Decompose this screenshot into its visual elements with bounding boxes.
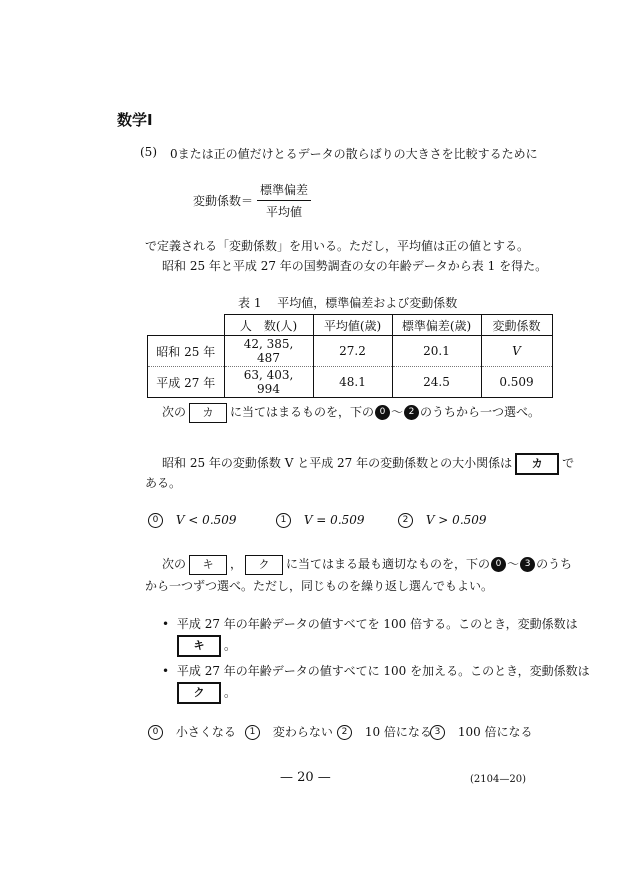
choice-0-marker: 0 bbox=[491, 557, 506, 572]
choice-item[interactable] bbox=[147, 724, 236, 740]
table-row bbox=[148, 336, 553, 367]
exam-code: (2104—20) bbox=[470, 774, 526, 785]
choice-number-icon: 1 bbox=[245, 725, 260, 740]
answer-box-ku[interactable]: ク bbox=[245, 555, 283, 575]
table-cell: 24.5 bbox=[392, 367, 481, 398]
tilde: ～ bbox=[391, 405, 404, 419]
bullet-mark: • bbox=[162, 664, 170, 678]
ka-post-text-b: のうちから一つ選べ。 bbox=[420, 405, 541, 419]
table-cell: 0.509 bbox=[481, 367, 552, 398]
end-mark: 。 bbox=[224, 638, 237, 653]
page-number: — 20 — bbox=[280, 770, 331, 785]
formula-fraction bbox=[257, 181, 311, 220]
ka-post-text: に当てはまるものを，下の bbox=[230, 405, 375, 419]
kiku-pre-text: 次の bbox=[162, 557, 187, 571]
data-table bbox=[147, 314, 553, 398]
answer-box-ki-bold[interactable]: キ bbox=[177, 635, 221, 657]
bullet-item bbox=[162, 662, 590, 680]
ka-statement-end: ある。 bbox=[145, 476, 182, 490]
bullet-mark: • bbox=[162, 617, 170, 631]
table-cell: V bbox=[481, 336, 552, 367]
ka-pre-text: 次の bbox=[162, 405, 187, 419]
answer-box-ka[interactable]: カ bbox=[189, 403, 227, 423]
choice-number-icon: 1 bbox=[276, 513, 291, 528]
table-row bbox=[148, 367, 553, 398]
table-corner bbox=[148, 315, 225, 336]
answer-box-ku-bold[interactable]: ク bbox=[177, 682, 221, 704]
separator: ， bbox=[230, 557, 243, 571]
choice-2-marker: 2 bbox=[404, 405, 419, 420]
table-header: 標準偏差(歳) bbox=[392, 315, 481, 336]
definition-line: で定義される「変動係数」を用いる。ただし，平均値は正の値とする。 bbox=[145, 239, 530, 253]
kiku-post-text-b: のうち bbox=[536, 557, 573, 571]
table-header: 平均値(歳) bbox=[313, 315, 392, 336]
ka-instruction bbox=[162, 401, 540, 423]
formula bbox=[193, 181, 311, 220]
row-label: 平成 27 年 bbox=[148, 367, 225, 398]
end-mark: 。 bbox=[224, 685, 237, 700]
choice-number-icon: 2 bbox=[337, 725, 352, 740]
answer-box-ki[interactable]: キ bbox=[189, 555, 227, 575]
table-caption: 表 1 平均値，標準偏差および変動係数 bbox=[238, 296, 458, 310]
section-title: 数学Ⅰ bbox=[117, 111, 153, 129]
choice-text: 小さくなる bbox=[175, 725, 236, 739]
choice-number-icon: 0 bbox=[148, 725, 163, 740]
choice-text: V = 0.509 bbox=[303, 513, 365, 527]
bullet-item bbox=[162, 615, 578, 633]
bullet-answer bbox=[174, 635, 236, 657]
ka-statement-post: で bbox=[562, 456, 575, 470]
table-header-row bbox=[148, 315, 553, 336]
table-cell: 20.1 bbox=[392, 336, 481, 367]
choice-number-icon: 0 bbox=[148, 513, 163, 528]
table-cell: 48.1 bbox=[313, 367, 392, 398]
bullet-answer bbox=[174, 682, 236, 704]
choice-item[interactable] bbox=[275, 512, 365, 528]
kiku-instruction-line2: から一つずつ選べ。ただし，同じものを繰り返し選んでもよい。 bbox=[145, 579, 494, 593]
question-intro: 0または正の値だけとるデータの散らばりの大きさを比較するために bbox=[170, 147, 538, 161]
ka-statement bbox=[162, 452, 574, 475]
choice-item[interactable] bbox=[147, 512, 237, 528]
choice-item[interactable] bbox=[397, 512, 487, 528]
table-header: 変動係数 bbox=[481, 315, 552, 336]
table-cell: 42, 385, 487 bbox=[224, 336, 313, 367]
choice-item[interactable] bbox=[244, 724, 333, 740]
kiku-instruction bbox=[162, 553, 572, 575]
table-cell: 27.2 bbox=[313, 336, 392, 367]
formula-lhs: 変動係数＝ bbox=[193, 194, 254, 208]
formula-denominator: 平均値 bbox=[266, 205, 303, 219]
choice-0-marker: 0 bbox=[375, 405, 390, 420]
table-header: 人 数(人) bbox=[224, 315, 313, 336]
choice-text: 100 倍になる bbox=[457, 725, 533, 739]
bullet-text: 平成 27 年の年齢データの値すべてを 100 倍する。このとき，変動係数は bbox=[176, 617, 578, 631]
choice-text: V < 0.509 bbox=[175, 513, 237, 527]
table-cell: 63, 403, 994 bbox=[224, 367, 313, 398]
kiku-post-text: に当てはまる最も適切なものを，下の bbox=[286, 557, 491, 571]
choice-text: V > 0.509 bbox=[425, 513, 487, 527]
source-line: 昭和 25 年と平成 27 年の国勢調査の女の年齢データから表 1 を得た。 bbox=[162, 259, 548, 273]
choice-text: 変わらない bbox=[272, 725, 333, 739]
ka-statement-text: 昭和 25 年の変動係数 V と平成 27 年の変動係数との大小関係は bbox=[162, 456, 513, 470]
choice-number-icon: 2 bbox=[398, 513, 413, 528]
formula-numerator: 標準偏差 bbox=[257, 181, 311, 201]
bullet-text: 平成 27 年の年齢データの値すべてに 100 を加える。このとき，変動係数は bbox=[176, 664, 590, 678]
choice-item[interactable] bbox=[429, 724, 533, 740]
question-number: (5) bbox=[140, 145, 157, 159]
choice-item[interactable] bbox=[336, 724, 432, 740]
answer-box-ka-bold[interactable]: カ bbox=[515, 453, 559, 475]
row-label: 昭和 25 年 bbox=[148, 336, 225, 367]
tilde: ～ bbox=[507, 557, 520, 571]
choice-3-marker: 3 bbox=[520, 557, 535, 572]
choice-number-icon: 3 bbox=[430, 725, 445, 740]
choice-text: 10 倍になる bbox=[364, 725, 432, 739]
